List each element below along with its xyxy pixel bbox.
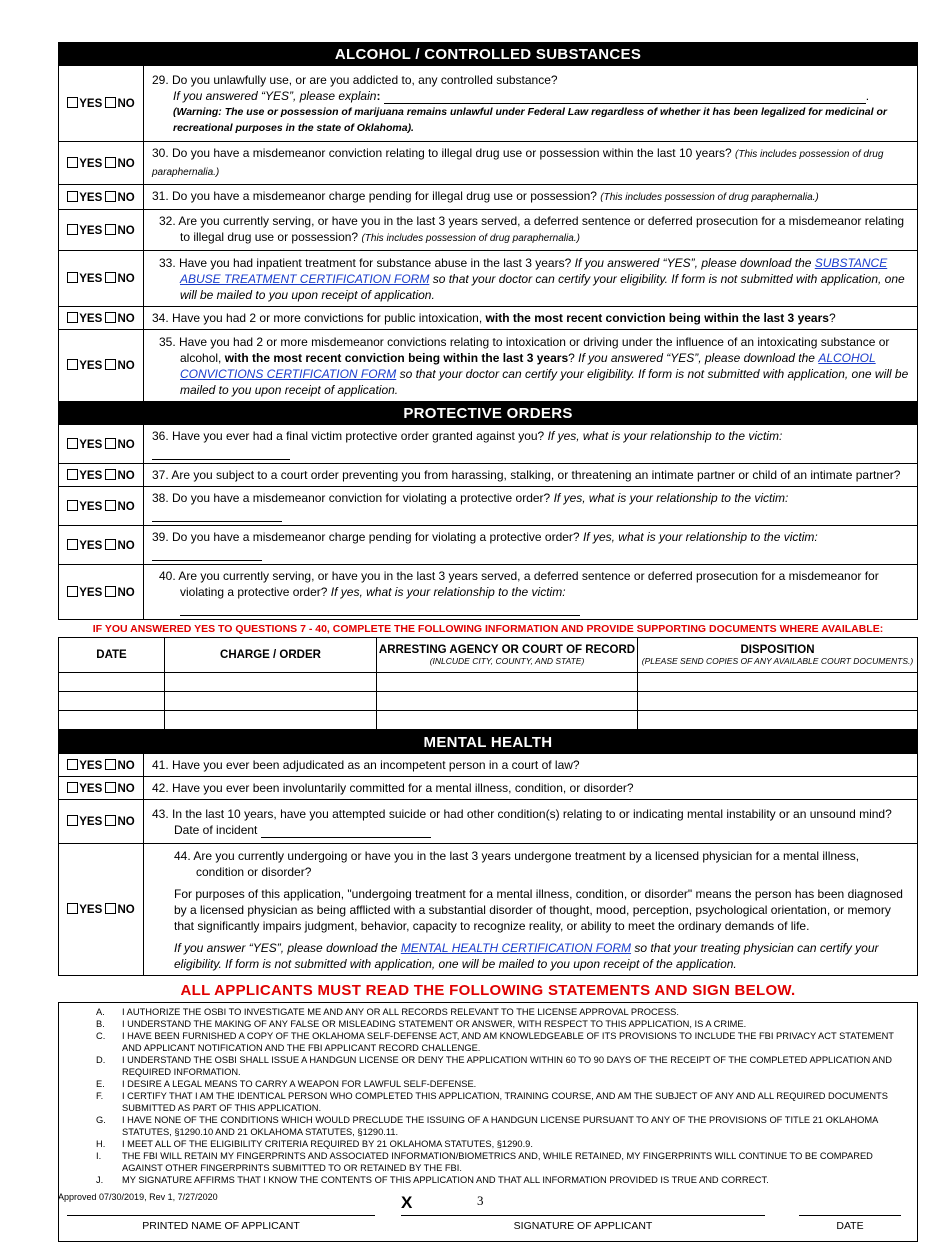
yes-no-q40[interactable]: YES NO (59, 565, 144, 620)
question-30: 30. Do you have a misdemeanor conviction relating to illegal drug use or possession within the last 10 years? (This includes possession of drug paraphernalia.) (144, 142, 918, 185)
statement-item (59, 1174, 917, 1186)
yes-checkbox[interactable] (67, 438, 78, 449)
date-label: DATE (836, 1220, 864, 1232)
signature-x-mark: X (401, 1193, 413, 1212)
yes-checkbox[interactable] (67, 815, 78, 826)
question-31: 31. Do you have a misdemeanor charge pending for illegal drug use or possession? (This includes possession of drug paraphernalia.) (144, 185, 918, 210)
col-disposition: DISPOSITION (PLEASE SEND COPIES OF ANY AVAILABLE COURT DOCUMENTS.) (638, 638, 918, 673)
yes-checkbox[interactable] (67, 312, 78, 323)
yes-no-q36[interactable]: YES NO (59, 425, 144, 464)
yes-checkbox[interactable] (67, 586, 78, 597)
col-agency: ARRESTING AGENCY OR COURT OF RECORD (INLCUDE CITY, COUNTY, AND STATE) (377, 638, 638, 673)
approval-footer: Approved 07/30/2019, Rev 1, 7/27/2020 (58, 1192, 218, 1202)
statement-item (59, 1018, 917, 1030)
yes-no-q43[interactable]: YES NO (59, 800, 144, 844)
no-checkbox[interactable] (105, 157, 116, 168)
statement-letter: I. (96, 1151, 102, 1161)
relationship-field[interactable] (180, 615, 580, 616)
question-32: 32. Are you currently serving, or have you in the last 3 years served, a deferred sentence or deferred prosecution for a misdemeanor relating to illegal drug use or possession? (This includes possession of drug paraphernalia.) (144, 210, 918, 251)
statement-item (59, 1150, 917, 1174)
statement-letter: H. (96, 1139, 106, 1149)
yes-no-q29[interactable]: YES NO (59, 66, 144, 142)
signature-label: SIGNATURE OF APPLICANT (513, 1220, 653, 1232)
no-checkbox[interactable] (105, 224, 116, 235)
printed-name-label: PRINTED NAME OF APPLICANT (142, 1220, 300, 1232)
yes-no-q30[interactable]: YES NO (59, 142, 144, 185)
no-checkbox[interactable] (105, 359, 116, 370)
question-36: 36. Have you ever had a final victim protective order granted against you? If yes, what is your relationship to the victim: (144, 425, 918, 464)
no-checkbox[interactable] (105, 191, 116, 202)
statement-text: I CERTIFY THAT I AM THE IDENTICAL PERSON WHO COMPLETED THIS APPLICATION, TRAINING COURSE, AND AM THE SUBJECT OF ANY AND ALL REQUIRED DOCUMENTS SUBMITTED AS PART OF THIS APPLICATION. (122, 1091, 888, 1113)
statements-title: ALL APPLICANTS MUST READ THE FOLLOWING STATEMENTS AND SIGN BELOW. (180, 982, 796, 999)
yes-checkbox[interactable] (67, 157, 78, 168)
statement-text: I DESIRE A LEGAL MEANS TO CARRY A WEAPON FOR LAWFUL SELF-DEFENSE. (122, 1079, 477, 1089)
statement-text: I MEET ALL OF THE ELIGIBILITY CRITERIA REQUIRED BY 21 OKLAHOMA STATUTES, §1290.9. (122, 1139, 533, 1149)
no-checkbox[interactable] (105, 759, 116, 770)
yes-no-q41[interactable]: YES NO (59, 754, 144, 777)
yes-checkbox[interactable] (67, 469, 78, 480)
relationship-field[interactable] (152, 459, 290, 460)
statements-list (59, 1003, 917, 1186)
yes-checkbox[interactable] (67, 359, 78, 370)
table-row (59, 673, 918, 692)
section-header-mental: MENTAL HEALTH (59, 731, 918, 754)
no-checkbox[interactable] (105, 469, 116, 480)
relationship-field[interactable] (152, 521, 282, 522)
printed-name-line[interactable] (67, 1215, 375, 1216)
alcohol-convictions-form-link[interactable]: ALCOHOL CONVICTIONS CERTIFICATION FORM (180, 350, 876, 381)
question-29: 29. Do you unlawfully use, or are you addicted to, any controlled substance? If you answered “YES”, please explain: . (Warning: The use or possession of marijuana remains unlawful under Federal Law regardless of whether it has been legalized for medicinal or recreational purposes in the state of Oklahoma). (144, 66, 918, 142)
yes-no-q39[interactable]: YES NO (59, 526, 144, 565)
yes-checkbox[interactable] (67, 224, 78, 235)
mental-health-table (58, 730, 918, 976)
question-33: 33. Have you had inpatient treatment for substance abuse in the last 3 years? If you answered “YES”, please download the SUBSTANCE ABUSE TREATMENT CERTIFICATION FORM so that your doctor can certify your eligibility. If form is not submitted with application, one will be mailed to you upon receipt of application. (144, 251, 918, 307)
statement-letter: A. (96, 1007, 105, 1017)
no-checkbox[interactable] (105, 815, 116, 826)
yes-checkbox[interactable] (67, 782, 78, 793)
statement-letter: J. (96, 1175, 104, 1185)
yes-no-q37[interactable]: YES NO (59, 464, 144, 487)
yes-no-q42[interactable]: YES NO (59, 777, 144, 800)
statement-text: I AUTHORIZE THE OSBI TO INVESTIGATE ME AND ANY OR ALL RECORDS RELEVANT TO THE LICENSE APPROVAL PROCESS. (122, 1007, 679, 1017)
question-34: 34. Have you had 2 or more convictions for public intoxication, with the most recent conviction being within the last 3 years? (144, 307, 918, 330)
yes-checkbox[interactable] (67, 759, 78, 770)
question-44: 44. Are you currently undergoing or have you in the last 3 years undergone treatment by a licensed physician for a mental illness, condition or disorder? For purposes of this application, "undergoing treatment for a mental illness, condition, or disorder" means the person has been diagnosed by a licensed physician as being afflicted with a substantial disorder of thought, mood, perception, psychological orientation, or memory that significantly impairs judgment, behavior, capacity to recognize reality, or ability to meet the ordinary demands of life. If you answer “YES”, please download the MENTAL HEALTH CERTIFICATION FORM so that your treating physician can certify your eligibility. If form is not submitted with application, one will be mailed to you upon receipt of the application. (144, 844, 918, 976)
yes-no-q44[interactable]: YES NO (59, 844, 144, 976)
table-row (59, 711, 918, 730)
question-41: 41. Have you ever been adjudicated as an incompetent person in a court of law? (144, 754, 918, 777)
col-date: DATE (59, 638, 165, 673)
records-instruction: IF YOU ANSWERED YES TO QUESTIONS 7 - 40, COMPLETE THE FOLLOWING INFORMATION AND PROVIDE SUPPORTING DOCUMENTS WHERE AVAILABLE: (92, 623, 884, 635)
section-header-protective: PROTECTIVE ORDERS (59, 402, 918, 425)
question-38: 38. Do you have a misdemeanor conviction for violating a protective order? If yes, what is your relationship to the victim: (144, 487, 918, 526)
records-table (58, 637, 918, 730)
form-page (58, 42, 918, 1242)
date-line[interactable] (799, 1215, 901, 1216)
no-checkbox[interactable] (105, 500, 116, 511)
yes-checkbox[interactable] (67, 500, 78, 511)
no-checkbox[interactable] (105, 586, 116, 597)
no-checkbox[interactable] (105, 782, 116, 793)
statement-letter: D. (96, 1055, 106, 1065)
no-checkbox[interactable] (105, 312, 116, 323)
statement-item (59, 1078, 917, 1090)
yes-no-q31[interactable]: YES NO (59, 185, 144, 210)
table-row (59, 692, 918, 711)
page-number: 3 (477, 1193, 484, 1208)
statement-item (59, 1006, 917, 1018)
statement-letter: B. (96, 1019, 105, 1029)
no-checkbox[interactable] (105, 272, 116, 283)
statement-letter: F. (96, 1091, 104, 1101)
mental-health-form-link[interactable]: MENTAL HEALTH CERTIFICATION FORM (400, 940, 632, 955)
question-37: 37. Are you subject to a court order preventing you from harassing, stalking, or threatening an intimate partner or child of an intimate partner? (144, 464, 918, 487)
no-checkbox[interactable] (105, 903, 116, 914)
yes-no-q35[interactable]: YES NO (59, 330, 144, 402)
statement-text: THE FBI WILL RETAIN MY FINGERPRINTS AND ASSOCIATED INFORMATION/BIOMETRICS AND, WHILE RETAINED, MY FINGERPRINTS WILL CONTINUE TO BE COMPARED AGAINST OTHER FINGERPRINTS SUBMITTED TO OR RETAINED BY THE FBI. (122, 1151, 873, 1173)
question-42: 42. Have you ever been involuntarily committed for a mental illness, condition, or disorder? (144, 777, 918, 800)
no-checkbox[interactable] (105, 438, 116, 449)
yes-checkbox[interactable] (67, 539, 78, 550)
no-checkbox[interactable] (105, 539, 116, 550)
statement-text: I UNDERSTAND THE OSBI SHALL ISSUE A HANDGUN LICENSE OR DENY THE APPLICATION WITHIN 60 TO 90 DAYS OF THE RECEIPT OF THE COMPLETED APPLICATION AND REQUIRED INFORMATION. (122, 1055, 892, 1077)
alcohol-table (58, 42, 918, 620)
statement-item (59, 1054, 917, 1078)
statement-item (59, 1114, 917, 1138)
yes-no-q34[interactable]: YES NO (59, 307, 144, 330)
statement-item (59, 1090, 917, 1114)
yes-checkbox[interactable] (67, 191, 78, 202)
statement-text: I HAVE NONE OF THE CONDITIONS WHICH WOULD PRECLUDE THE ISSUING OF A HANDGUN LICENSE PURSUANT TO ANY OF THE PROVISIONS OF TITLE 21 OKLAHOMA STATUTES, §1290.10 AND 21 OKLAHOMA STATUTES, §1290.11. (122, 1115, 878, 1137)
col-charge: CHARGE / ORDER (165, 638, 377, 673)
statement-text: I UNDERSTAND THE MAKING OF ANY FALSE OR MISLEADING STATEMENT OR ANSWER, WITH RESPECT TO THIS APPLICATION, IS A CRIME. (122, 1019, 747, 1029)
question-43: 43. In the last 10 years, have you attempted suicide or had other condition(s) relating to or indicating mental instability or an unsound mind? Date of incident (144, 800, 918, 844)
yes-no-q38[interactable]: YES NO (59, 487, 144, 526)
incident-date-field[interactable] (261, 837, 431, 838)
yes-checkbox[interactable] (67, 903, 78, 914)
section-header-alcohol: ALCOHOL / CONTROLLED SUBSTANCES (59, 43, 918, 66)
statement-letter: G. (96, 1115, 106, 1125)
statement-letter: E. (96, 1079, 105, 1089)
statement-text: I HAVE BEEN FURNISHED A COPY OF THE OKLAHOMA SELF-DEFENSE ACT, AND AM KNOWLEDGEABLE OF ITS PROVISIONS TO INCLUDE THE FBI PRIVACY ACT STATEMENT AND APPLICANT NOTIFICATION AND THE FBI APPLICANT RECORD CHALLENGE. (122, 1031, 894, 1053)
question-39: 39. Do you have a misdemeanor charge pending for violating a protective order? If yes, what is your relationship to the victim: (144, 526, 918, 565)
yes-checkbox[interactable] (67, 97, 78, 108)
question-35: 35. Have you had 2 or more misdemeanor convictions relating to intoxication or driving under the influence of an intoxicating substance or alcohol, with the most recent conviction being within the last 3 years? If you answered “YES”, please download the ALCOHOL CONVICTIONS CERTIFICATION FORM so that your doctor can certify your eligibility. If form is not submitted with application, one will be mailed to you upon receipt of application. (144, 330, 918, 402)
question-40: 40. Are you currently serving, or have you in the last 3 years served, a deferred sentence or deferred prosecution for a misdemeanor for violating a protective order? If yes, what is your relationship to the victim: (144, 565, 918, 620)
yes-checkbox[interactable] (67, 272, 78, 283)
statement-item (59, 1138, 917, 1150)
no-checkbox[interactable] (105, 97, 116, 108)
yes-no-q33[interactable]: YES NO (59, 251, 144, 307)
statement-letter: C. (96, 1031, 106, 1041)
relationship-field[interactable] (152, 560, 262, 561)
statement-item (59, 1030, 917, 1054)
statements-box (58, 1002, 918, 1242)
substance-abuse-form-link[interactable]: SUBSTANCE ABUSE TREATMENT CERTIFICATION FORM (180, 255, 888, 286)
statement-text: MY SIGNATURE AFFIRMS THAT I KNOW THE CONTENTS OF THIS APPLICATION AND THAT ALL INFORMATION PROVIDED IS TRUE AND CORRECT. (122, 1175, 769, 1185)
signature-line[interactable] (401, 1215, 765, 1216)
yes-no-q32[interactable]: YES NO (59, 210, 144, 251)
